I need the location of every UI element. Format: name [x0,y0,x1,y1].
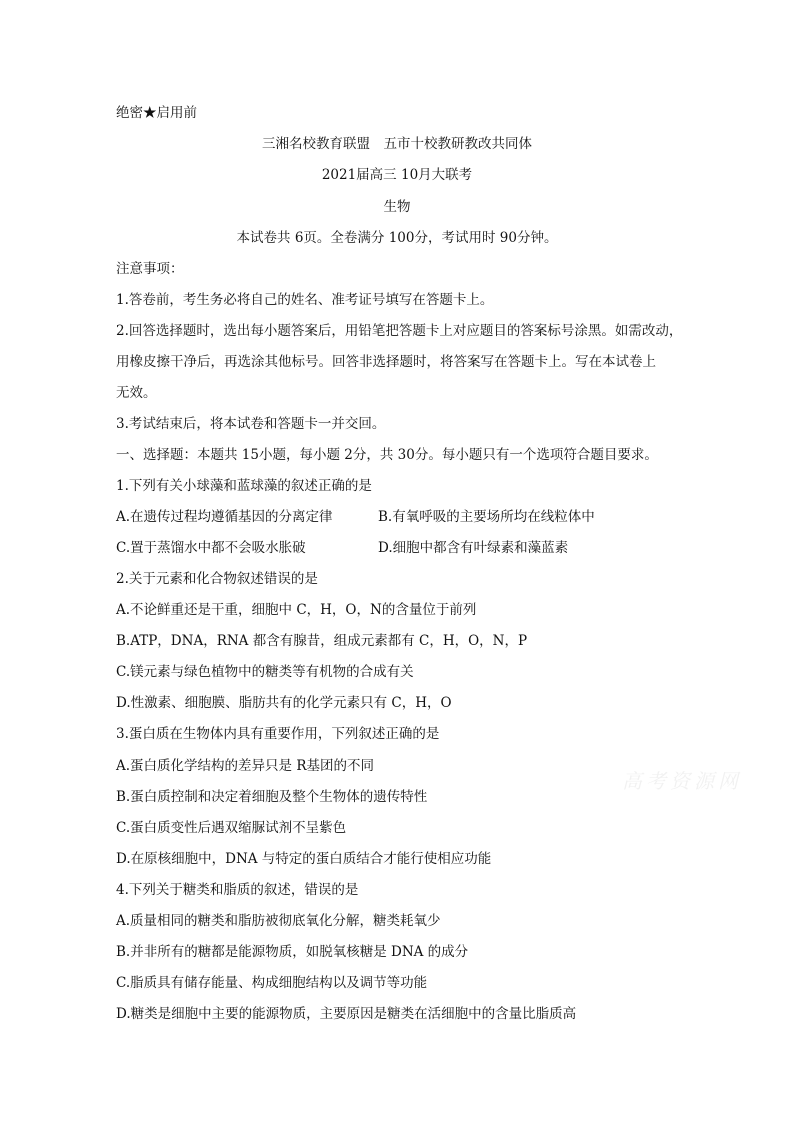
option-c: C.置于蒸馏水中都不会吸水胀破 [116,540,306,556]
notes-title: 注意事项： [116,261,184,277]
option-b: B.并非所有的糖都是能源物质，如脱氧核糖是 DNA 的成分 [116,944,469,960]
note-item: 3.考试结束后，将本试卷和答题卡一并交回。 [116,416,386,432]
subject-title: 生物 [383,199,411,215]
exam-info: 本试卷共 6页。全卷满分 100分，考试用时 90分钟。 [236,230,558,246]
question-stem: 2.关于元素和化合物叙述错误的是 [116,571,318,587]
option-a: A.蛋白质化学结构的差异只是 R基团的不同 [116,758,374,774]
option-b: B.蛋白质控制和决定着细胞及整个生物体的遗传特性 [116,789,428,805]
secret-label: 绝密★启用前 [116,105,197,121]
note-item: 无效。 [116,385,157,401]
section-heading: 一、选择题：本题共 15小题，每小题 2分，共 30分。每小题只有一个选项符合题目要求。 [116,447,658,463]
option-d: D.糖类是细胞中主要的能源物质，主要原因是糖类在活细胞中的含量比脂质高 [116,1006,577,1022]
option-a: A.不论鲜重还是干重，细胞中 C，H，O，N的含量位于前列 [116,602,477,618]
option-d: D.在原核细胞中，DNA 与特定的蛋白质结合才能行使相应功能 [116,851,492,867]
note-item: 1.答卷前，考生务必将自己的姓名、准考证号填写在答题卡上。 [116,292,494,308]
organizer-title: 三湘名校教育联盟 五市十校教研教改共同体 [262,136,532,152]
option-b: B.有氧呼吸的主要场所均在线粒体中 [378,509,595,525]
question-stem: 4.下列关于糖类和脂质的叙述，错误的是 [116,882,359,898]
exam-title: 2021届高三 10月大联考 [321,167,473,183]
option-d: D.性激素、细胞膜、脂肪共有的化学元素只有 C，H，O [116,695,452,711]
option-c: C.镁元素与绿色植物中的糖类等有机物的合成有关 [116,664,414,680]
option-c: C.蛋白质变性后遇双缩脲试剂不呈紫色 [116,820,347,836]
question-stem: 1.下列有关小球藻和蓝球藻的叙述正确的是 [116,478,372,494]
option-a: A.在遗传过程均遵循基因的分离定律 [116,509,333,525]
option-row [116,507,333,527]
note-item: 2.回答选择题时，选出每小题答案后，用铅笔把答题卡上对应题目的答案标号涂黑。如需改动， [116,323,683,339]
watermark: 高考资源网 [622,769,742,793]
option-a: A.质量相同的糖类和脂肪被彻底氧化分解，糖类耗氧少 [116,913,441,929]
question-stem: 3.蛋白质在生物体内具有重要作用，下列叙述正确的是 [116,726,440,742]
note-item: 用橡皮擦干净后，再选涂其他标号。回答非选择题时，将答案写在答题卡上。写在本试卷上 [116,354,656,370]
option-b: B.ATP，DNA，RNA 都含有腺昔，组成元素都有 C，H，O，N，P [116,633,528,649]
option-d: D.细胞中都含有叶绿素和藻蓝素 [378,540,569,556]
option-c: C.脂质具有储存能量、构成细胞结构以及调节等功能 [116,975,428,991]
